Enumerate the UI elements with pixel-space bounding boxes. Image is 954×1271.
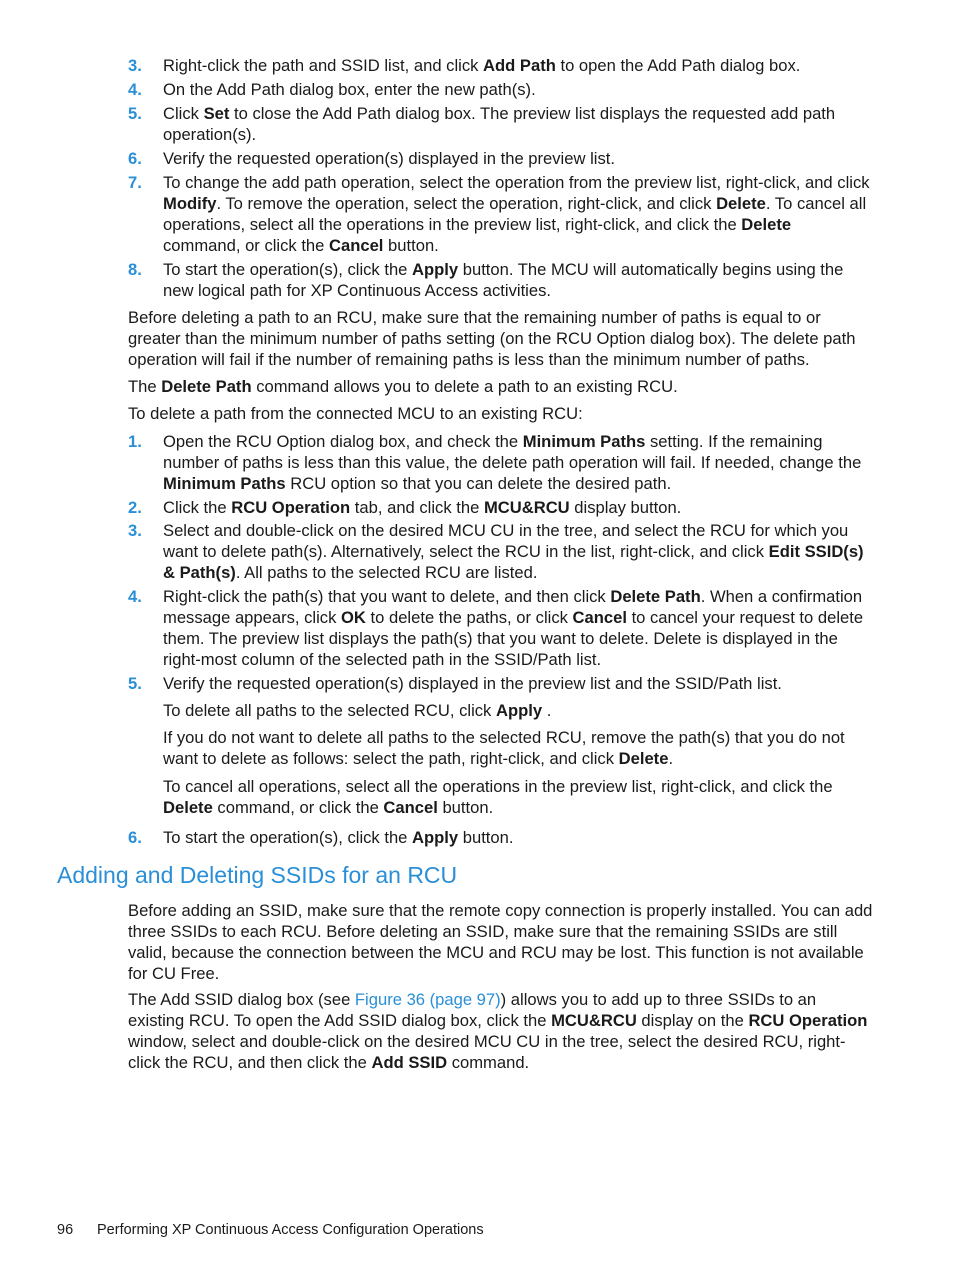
figure-link[interactable]: Figure 36 (page 97) [354,990,501,1009]
step-note: If you do not want to delete all paths to the selected RCU, remove the path(s) that you do not want to delete as follows: select the path, right-click, and click Delete. [163,728,845,768]
step-number: 1. [128,432,142,451]
body-paragraph: The Add SSID dialog box (see Figure 36 (page 97)) allows you to add up to three SSIDs to an existing RCU. To open the Add SSID dialog box, click the MCU&RCU display on the RCU Operation window, select and double-click on the desired MCU CU in the tree, select the desired RCU, right-click the RCU, and then click the Add SSID command. [128,990,868,1072]
step-number: 3. [128,56,142,75]
step-note: To cancel all operations, select all the operations in the preview list, right-click, and click the Delete command, or click the Cancel button. [163,777,833,817]
step-text: To change the add path operation, select the operation from the preview list, right-click, and click Modify. To remove the operation, select the operation, right-click, and click Delete. To cancel all operations, select all the operations in the preview list, right-click, and click the Delete command, or click the Cancel button. [163,173,870,255]
step-number: 7. [128,173,142,192]
step-text: Select and double-click on the desired MCU CU in the tree, and select the RCU for which you want to delete path(s). Alternatively, select the RCU in the list, right-click, and click Edit SSID(s) & Path(s). All paths to the selected RCU are listed. [163,521,864,582]
body-paragraph: To delete a path from the connected MCU to an existing RCU: [128,404,583,423]
body-paragraph: Before adding an SSID, make sure that the remote copy connection is properly installed. You can add three SSIDs to each RCU. Before deleting an SSID, make sure that the remaining SSIDs are still valid, because the connection between the MCU and RCU may be lost. This function is not available for CU Free. [128,901,873,983]
page-footer [57,1222,484,1238]
step-text: Click the RCU Operation tab, and click the MCU&RCU display button. [163,498,682,517]
step-note: To delete all paths to the selected RCU, click Apply . [163,701,552,720]
step-number: 8. [128,260,142,279]
step-number: 6. [128,149,142,168]
step-text: Open the RCU Option dialog box, and check the Minimum Paths setting. If the remaining number of paths is less than this value, the delete path operation will fail. If needed, change the Minimum Paths RCU option so that you can delete the desired path. [163,432,862,493]
step-text: Click Set to close the Add Path dialog box. The preview list displays the requested add path operation(s). [163,104,836,144]
step-text: To start the operation(s), click the Apply button. The MCU will automatically begins using the new logical path for XP Continuous Access activities. [163,260,844,300]
step-number: 5. [128,104,142,123]
step-text: To start the operation(s), click the Apply button. [163,828,514,847]
step-number: 6. [128,828,142,847]
step-number: 4. [128,80,142,99]
step-text: Verify the requested operation(s) displayed in the preview list. [163,149,615,168]
step-text: Right-click the path and SSID list, and click Add Path to open the Add Path dialog box. [163,56,801,75]
step-text: Right-click the path(s) that you want to delete, and then click Delete Path. When a confirmation message appears, click OK to delete the paths, or click Cancel to cancel your request to delete them. The preview list displays the path(s) that you want to delete. Delete is displayed in the right-most column of the selected path in the SSID/Path list. [163,587,864,669]
footer-title: Performing XP Continuous Access Configuration Operations [97,1222,484,1238]
body-paragraph: Before deleting a path to an RCU, make sure that the remaining number of paths is equal to or greater than the minimum number of paths setting (on the RCU Option dialog box). The delete path operation will fail if the number of remaining paths is less than the minimum number of paths. [128,308,856,369]
page-number: 96 [57,1222,74,1238]
step-number: 3. [128,521,142,540]
step-text: Verify the requested operation(s) displayed in the preview list and the SSID/Path list. [163,674,782,693]
step-number: 5. [128,674,142,693]
step-number: 2. [128,498,142,517]
section-heading: Adding and Deleting SSIDs for an RCU [57,862,458,888]
step-number: 4. [128,587,142,606]
step-text: On the Add Path dialog box, enter the new path(s). [163,80,536,99]
body-paragraph: The Delete Path command allows you to delete a path to an existing RCU. [128,377,678,396]
